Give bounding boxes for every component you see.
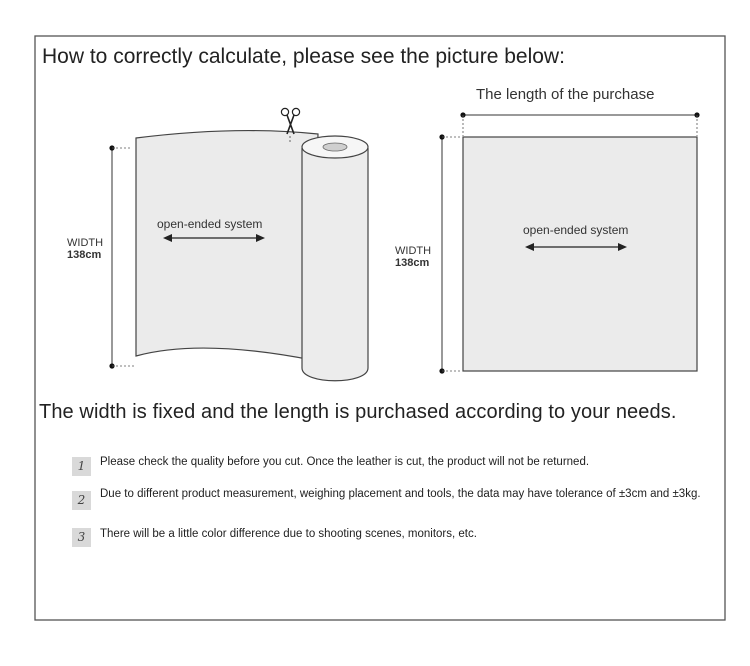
right-width-label (395, 245, 431, 269)
note-2: Due to different product measurement, weighing placement and tools, the data may have tolerance of ±3cm and ±3kg. (100, 488, 701, 500)
right-width-label-line1: WIDTH (395, 245, 432, 257)
fabric-sheet (136, 131, 318, 360)
note-3: There will be a little color difference due to shooting scenes, monitors, etc. (100, 528, 477, 540)
page-title: How to correctly calculate, please see the picture below: (42, 45, 565, 68)
length-label: The length of the purchase (476, 86, 655, 103)
fabric-roll-diagram (109, 108, 368, 380)
headline: The width is fixed and the length is purchased according to your needs. (39, 401, 677, 423)
left-arrow-label: open-ended system (157, 217, 263, 231)
left-width-label (67, 237, 103, 261)
right-arrow-label: open-ended system (523, 223, 629, 237)
note-number-badge: 2 (72, 491, 91, 510)
left-width-label-line1: WIDTH (67, 237, 104, 249)
flat-sheet-diagram (439, 112, 699, 373)
fabric-rectangle (463, 137, 697, 371)
right-width-label-line2: 138cm (395, 257, 430, 269)
left-width-label-line2: 138cm (67, 249, 102, 261)
note-number-badge: 1 (72, 457, 91, 476)
note-1: Please check the quality before you cut. Once the leather is cut, the product will not be returned. (100, 456, 590, 468)
fabric-roll (302, 148, 368, 381)
note-number-badge: 3 (72, 528, 91, 547)
